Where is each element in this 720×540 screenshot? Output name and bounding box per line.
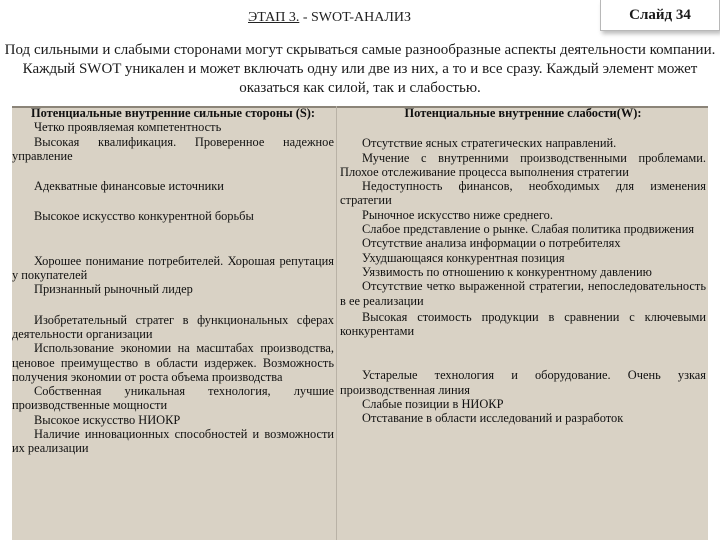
slide-header xyxy=(0,0,720,40)
weakness-item: Слабое представление о рынке. Слабая политика продвижения xyxy=(362,222,695,237)
strength-item: Высокое искусство НИОКР xyxy=(34,412,181,427)
strength-item: Хорошее понимание потребителей. Хорошая репутация у покупателей xyxy=(12,253,334,283)
weakness-item: Недоступность финансов, необходимых для изменения стратегии xyxy=(340,179,706,208)
strength-item: Адекватные финансовые источники xyxy=(34,179,224,194)
strength-item: Высокая квалификация. Проверенное надежное управление xyxy=(12,134,334,163)
stage-label: ЭТАП 3. xyxy=(248,10,300,25)
strength-item: Признанный рыночный лидер xyxy=(34,282,193,297)
weakness-item: Высокая стоимость продукции в сравнении с ключевыми конкурентами xyxy=(340,309,706,339)
weakness-item: Ухудшающаяся конкурентная позиция xyxy=(362,250,565,265)
swot-table xyxy=(12,106,708,540)
weaknesses-column xyxy=(340,106,706,540)
stage-title xyxy=(248,10,411,26)
weakness-item: Отсутствие ясных стратегических направлений. xyxy=(362,136,617,151)
strength-item: Собственная уникальная технология, лучшие производственные мощности xyxy=(12,384,334,413)
weakness-item: Уязвимость по отношению к конкурентному давлению xyxy=(362,264,652,279)
weakness-item: Мучение с внутренними производственными проблемами. Плохое отслеживание процесса выполнения стратегии xyxy=(340,150,706,179)
weakness-item: Отсутствие четко выраженной стратегии, непоследовательность в ее реализации xyxy=(340,279,706,308)
weakness-item: Отставание в области исследований и разработок xyxy=(362,411,624,426)
intro-paragraph: Под сильными и слабыми сторонами могут скрываться самые разнообразные аспекты деятельности компании. Каждый SWOT уникален и может включать одну или две из них, а то и все сразу. Каждый элемент может оказаться как силой, так и слабостью. xyxy=(4,42,716,96)
strengths-title: Потенциальные внутренние сильные стороны (S): xyxy=(31,106,315,120)
weakness-item: Устарелые технология и оборудование. Очень узкая производственная линия xyxy=(340,368,706,397)
strengths-column xyxy=(12,106,334,540)
column-divider xyxy=(336,106,337,540)
strength-item: Высокое искусство конкурентной борьбы xyxy=(34,209,254,224)
weakness-item: Рыночное искусство ниже среднего. xyxy=(362,207,553,222)
weaknesses-title: Потенциальные внутренние слабости(W): xyxy=(404,106,642,120)
stage-name: - SWOT-АНАЛИЗ xyxy=(299,10,411,25)
slide-number: Слайд 34 xyxy=(600,0,720,31)
strength-item: Использование экономии на масштабах производства, ценовое преимущество в области издержек. Возможность получения экономии от роста объема производства xyxy=(12,341,334,384)
weakness-item: Слабые позиции в НИОКР xyxy=(362,397,504,412)
weakness-item: Отсутствие анализа информации о потребителях xyxy=(362,236,621,251)
strength-item: Наличие инновационных способностей и возможности их реализации xyxy=(12,427,334,456)
strength-item: Четко проявляемая компетентность xyxy=(34,120,222,135)
strength-item: Изобретательный стратег в функциональных сферах деятельности организации xyxy=(12,312,334,341)
